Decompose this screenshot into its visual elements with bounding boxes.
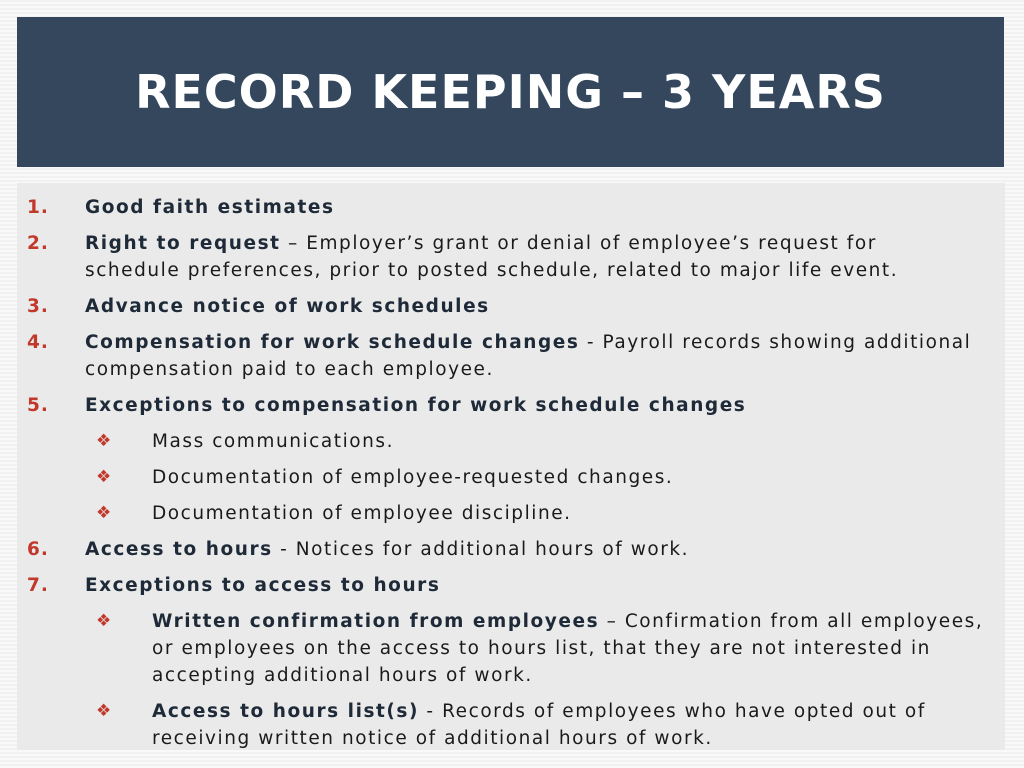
item-heading: Exceptions to compensation for work schedule changes [85, 395, 747, 416]
sub-item-description: - Records of employees who have opted out of [419, 701, 926, 722]
content-panel [17, 183, 1005, 750]
sub-item-heading: Written confirmation from employees [152, 611, 600, 632]
item-heading: Access to hours [85, 539, 273, 560]
list-item-5 [17, 392, 1005, 419]
item-description: - Notices for additional hours of work. [272, 539, 690, 560]
list-number: 6. [27, 539, 49, 560]
diamond-bullet-icon: ❖ [96, 503, 113, 523]
diamond-bullet-icon: ❖ [96, 611, 113, 631]
sub-item-description: – Confirmation from all employees, [599, 611, 984, 632]
list-number: 4. [27, 332, 49, 353]
list-number: 2. [27, 233, 49, 254]
sub-item [17, 608, 1005, 689]
sub-item [17, 464, 1005, 491]
sub-item-description-continued: accepting additional hours of work. [152, 665, 533, 686]
item-heading: Compensation for work schedule changes [85, 332, 580, 353]
sub-item [17, 500, 1005, 527]
item-heading: Good faith estimates [85, 197, 335, 218]
list-number: 1. [27, 197, 49, 218]
list-number: 5. [27, 395, 49, 416]
list-item-2 [17, 230, 1005, 284]
sub-item-text: Documentation of employee discipline. [152, 503, 572, 524]
list-item-4 [17, 329, 1005, 383]
item-heading: Advance notice of work schedules [85, 296, 490, 317]
sub-item-text: Documentation of employee-requested changes. [152, 467, 674, 488]
item-heading: Right to request [85, 233, 281, 254]
page-title: RECORD KEEPING – 3 YEARS [135, 65, 886, 119]
item-description-continued: schedule preferences, prior to posted schedule, related to major life event. [85, 260, 899, 281]
list-number: 7. [27, 575, 49, 596]
list-item-7 [17, 572, 1005, 599]
item-description: - Payroll records showing additional [579, 332, 972, 353]
item-heading: Exceptions to access to hours [85, 575, 441, 596]
diamond-bullet-icon: ❖ [96, 431, 113, 451]
sub-item-description-continued: receiving written notice of additional hours of work. [152, 728, 713, 749]
list-number: 3. [27, 296, 49, 317]
sub-item [17, 698, 1005, 750]
item-description-continued: compensation paid to each employee. [85, 359, 494, 380]
list-item-3 [17, 293, 1005, 320]
list-item-6 [17, 536, 1005, 563]
list-item-1 [17, 194, 1005, 221]
sub-item-heading: Access to hours list(s) [152, 701, 419, 722]
sub-item [17, 428, 1005, 455]
title-bar [17, 17, 1004, 167]
record-list [17, 194, 1005, 750]
item-description: – Employer’s grant or denial of employee’s request for [280, 233, 877, 254]
diamond-bullet-icon: ❖ [96, 701, 113, 721]
diamond-bullet-icon: ❖ [96, 467, 113, 487]
sub-item-description-continued: or employees on the access to hours list, that they are not interested in [152, 638, 931, 659]
sub-item-text: Mass communications. [152, 431, 395, 452]
